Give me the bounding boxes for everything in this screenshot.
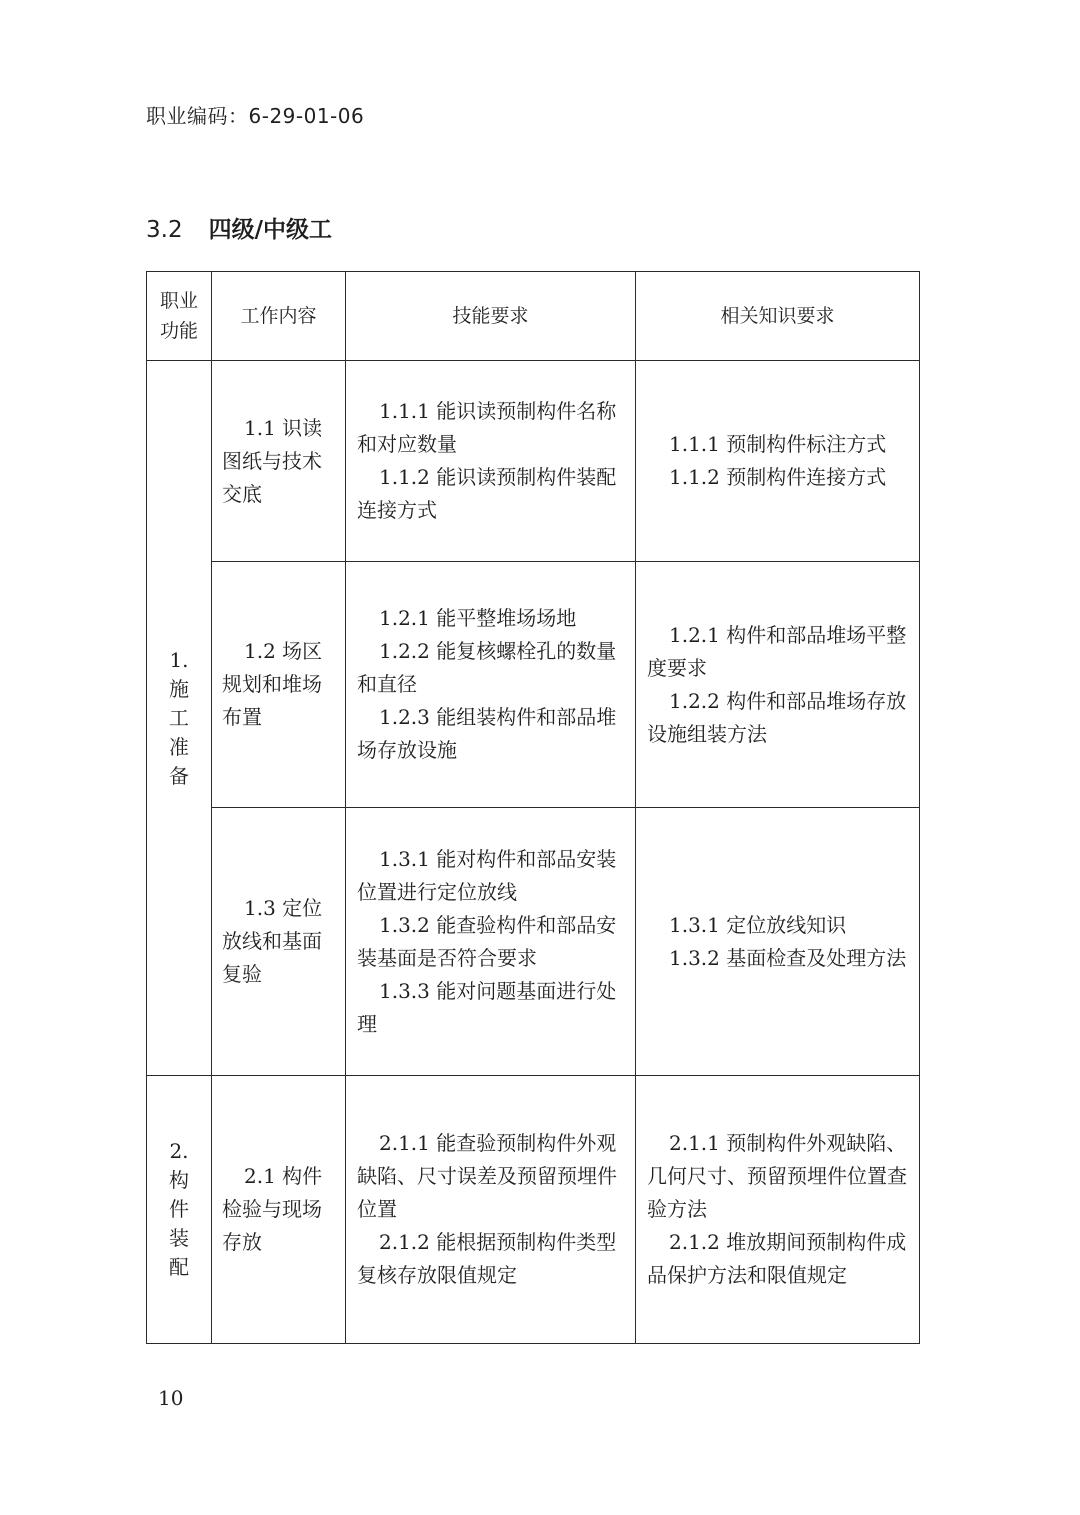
work-content-cell xyxy=(212,1076,346,1344)
header-function-line: 功能 xyxy=(159,320,198,342)
table-row xyxy=(147,808,920,1076)
work-content-cell xyxy=(212,808,346,1076)
work-content-cell xyxy=(212,562,346,808)
page-number: 10 xyxy=(158,1386,184,1410)
skill-item: 1.2.1 能平整堆场场地 xyxy=(379,606,577,630)
function-label-char: 配 xyxy=(169,1255,189,1279)
header-function xyxy=(147,272,212,361)
skill-item: 1.3.1 能对构件和部品安装位置进行定位放线 xyxy=(357,846,617,904)
knowledge-item: 1.2.1 构件和部品堆场平整度要求 xyxy=(647,622,907,680)
skill-item: 1.3.2 能查验构件和部品安装基面是否符合要求 xyxy=(357,912,617,970)
function-label-char: 准 xyxy=(169,734,189,759)
knowledge-item: 1.1.2 预制构件连接方式 xyxy=(669,465,887,489)
knowledge-item: 2.1.2 堆放期间预制构件成品保护方法和限值规定 xyxy=(647,1230,907,1287)
table-row xyxy=(147,562,920,808)
function-label-char: 2. xyxy=(169,1139,189,1163)
section-heading xyxy=(146,211,332,244)
knowledge-item: 2.1.1 预制构件外观缺陷、几何尺寸、预留预埋件位置查验方法 xyxy=(647,1131,907,1221)
knowledge-cell xyxy=(636,562,920,808)
work-content-cell xyxy=(212,361,346,562)
section-number: 3.2 xyxy=(146,217,183,243)
table-header-row xyxy=(147,272,920,361)
work-content-text: 2.1 构件检验与现场存放 xyxy=(222,1164,323,1254)
skill-item: 1.2.2 能复核螺栓孔的数量和直径 xyxy=(357,639,617,696)
skill-item: 1.2.3 能组装构件和部品堆场存放设施 xyxy=(357,705,617,762)
skill-item: 1.1.2 能识读预制构件装配连接方式 xyxy=(357,465,617,522)
function-label-char: 施 xyxy=(169,676,189,701)
skills-cell xyxy=(346,1076,636,1344)
knowledge-cell xyxy=(636,361,920,562)
header-work-content: 工作内容 xyxy=(212,272,346,361)
skills-cell xyxy=(346,562,636,808)
standards-table xyxy=(146,271,920,1344)
section-title: 四级/中级工 xyxy=(208,217,332,243)
knowledge-item: 1.3.2 基面检查及处理方法 xyxy=(669,945,907,970)
function-label-char: 构 xyxy=(169,1168,189,1192)
knowledge-cell xyxy=(636,1076,920,1344)
function-label-char: 件 xyxy=(169,1197,189,1221)
function-cell xyxy=(147,361,212,1076)
knowledge-item: 1.3.1 定位放线知识 xyxy=(669,912,847,937)
occupation-code: 职业编码：6-29-01-06 xyxy=(146,104,365,128)
function-label-char: 工 xyxy=(169,705,189,730)
header-function-line: 职业 xyxy=(159,290,198,312)
work-content-text: 1.2 场区规划和堆场布置 xyxy=(222,639,323,729)
table-row xyxy=(147,1076,920,1344)
knowledge-cell xyxy=(636,808,920,1076)
skills-cell xyxy=(346,808,636,1076)
knowledge-item: 1.1.1 预制构件标注方式 xyxy=(669,432,887,456)
skill-item: 1.1.1 能识读预制构件名称和对应数量 xyxy=(357,399,617,456)
knowledge-item: 1.2.2 构件和部品堆场存放设施组装方法 xyxy=(647,688,907,746)
header-skills: 技能要求 xyxy=(346,272,636,361)
skills-cell xyxy=(346,361,636,562)
function-cell xyxy=(147,1076,212,1344)
skill-item: 2.1.1 能查验预制构件外观缺陷、尺寸误差及预留预埋件位置 xyxy=(357,1131,617,1221)
function-label-char: 装 xyxy=(169,1226,189,1250)
skill-item: 2.1.2 能根据预制构件类型复核存放限值规定 xyxy=(357,1230,617,1287)
skill-item: 1.3.3 能对问题基面进行处理 xyxy=(357,978,617,1036)
table-row xyxy=(147,361,920,562)
header-knowledge: 相关知识要求 xyxy=(636,272,920,361)
work-content-text: 1.3 定位放线和基面复验 xyxy=(222,896,323,986)
function-label-char: 备 xyxy=(169,763,189,788)
work-content-text: 1.1 识读图纸与技术交底 xyxy=(222,415,323,506)
function-label-char: 1. xyxy=(169,647,189,672)
